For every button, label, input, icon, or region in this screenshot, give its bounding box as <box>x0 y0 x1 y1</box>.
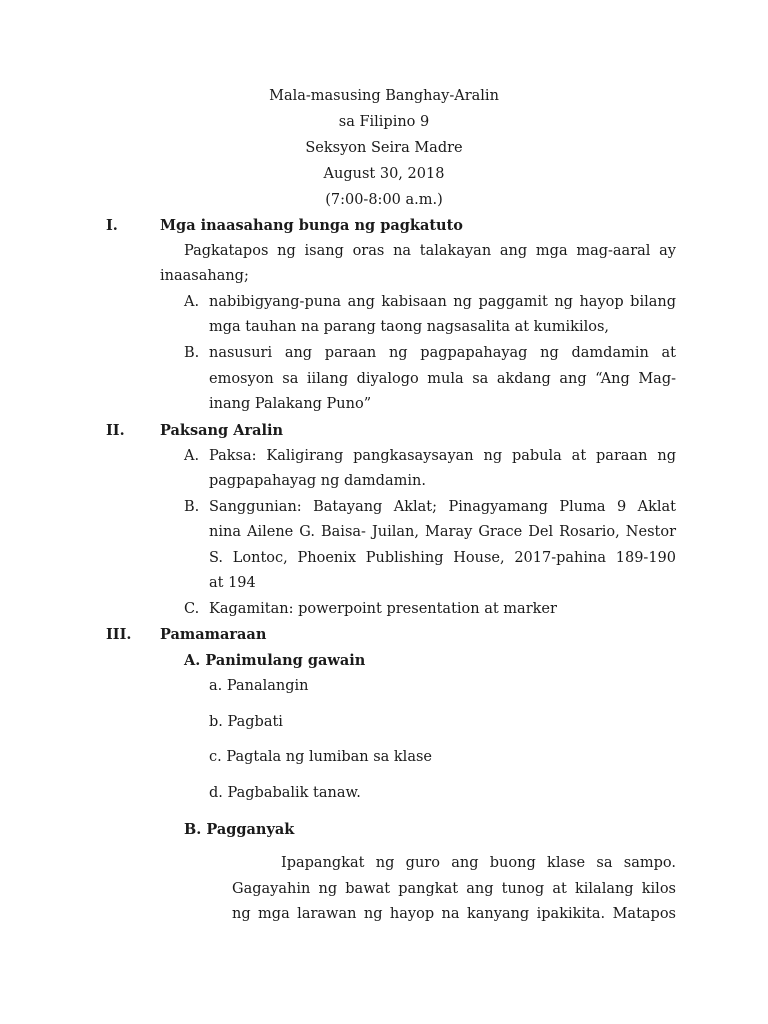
list-marker: A. <box>184 448 200 464</box>
section-2-title: Paksang Aralin <box>160 422 284 439</box>
objective-b-line: inang Palakang Puno” <box>209 396 372 412</box>
objective-b-line: nasusuri ang paraan ng pagpapahayag ng damdamin at <box>209 345 676 361</box>
subsection-b-title: B. Pagganyak <box>184 821 295 838</box>
motivation-line: Ipapangkat ng guro ang buong klase sa sampo. <box>281 855 676 871</box>
section-1-title: Mga inaasahang bunga ng pagkatuto <box>160 217 463 234</box>
materials-line: Kagamitan: powerpoint presentation at marker <box>209 601 557 617</box>
list-marker: C. <box>184 601 200 617</box>
motivation-line: ng mga larawan ng hayop na kanyang ipakikita. Matapos <box>232 906 676 922</box>
reference-line: at 194 <box>209 575 256 591</box>
doc-section: Seksyon Seira Madre <box>305 140 463 156</box>
section-1-intro-line: Pagkatapos ng isang oras na talakayan ang mga mag-aaral ay <box>184 243 676 259</box>
section-2-number: II. <box>106 422 125 439</box>
list-marker: B. <box>184 499 200 515</box>
activity-item: d. Pagbabalik tanaw. <box>209 785 361 801</box>
objective-b-line: emosyon sa iilang diyalogo mula sa akdang ang “Ang Mag- <box>209 371 676 387</box>
objective-a-line: mga tauhan na parang taong nagsasalita at kumikilos, <box>209 319 610 335</box>
topic-line: pagpapahayag ng damdamin. <box>209 473 426 489</box>
section-1-intro-line: inaasahang; <box>160 268 249 284</box>
doc-title: Mala-masusing Banghay-Aralin <box>269 88 499 104</box>
reference-line: nina Ailene G. Baisa- Juilan, Maray Grace Del Rosario, Nestor <box>209 524 676 540</box>
doc-date: August 30, 2018 <box>323 166 445 182</box>
section-3-number: III. <box>106 626 132 643</box>
section-3-title: Pamamaraan <box>160 626 267 643</box>
reference-line: Sanggunian: Batayang Aklat; Pinagyamang Pluma 9 Aklat <box>209 499 676 515</box>
list-marker: A. <box>184 294 200 310</box>
doc-subject: sa Filipino 9 <box>338 114 430 130</box>
doc-time: (7:00-8:00 a.m.) <box>325 192 443 208</box>
activity-item: b. Pagbati <box>209 714 283 730</box>
objective-a-line: nabibigyang-puna ang kabisaan ng paggamit ng hayop bilang <box>209 294 676 310</box>
activity-item: a. Panalangin <box>209 678 309 694</box>
topic-line: Paksa: Kaligirang pangkasaysayan ng pabula at paraan ng <box>209 448 676 464</box>
reference-line: S. Lontoc, Phoenix Publishing House, 2017-pahina 189-190 <box>209 550 676 566</box>
activity-item: c. Pagtala ng lumiban sa klase <box>209 749 432 765</box>
section-1-number: I. <box>106 217 118 234</box>
motivation-line: Gagayahin ng bawat pangkat ang tunog at kilalang kilos <box>232 881 676 897</box>
list-marker: B. <box>184 345 200 361</box>
subsection-a-title: A. Panimulang gawain <box>184 652 366 669</box>
